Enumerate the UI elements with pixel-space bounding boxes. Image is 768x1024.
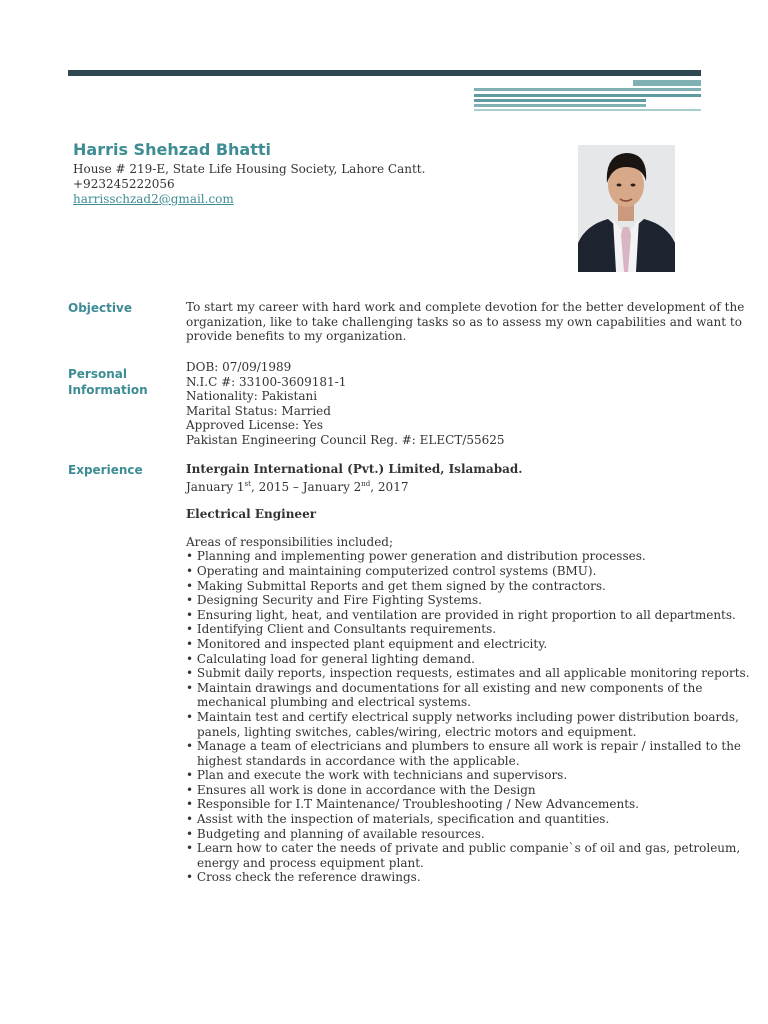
nic: N.I.C #: 33100-3609181-1 (186, 374, 347, 389)
responsibility-item (186, 652, 701, 667)
nationality: Nationality: Pakistani (186, 389, 318, 404)
approved-license: Approved License: Yes (186, 418, 323, 433)
email-link[interactable]: harrisschzad2@gmail.com (73, 192, 234, 206)
responsibility-text-continued: energy and process equipment plant. (197, 855, 424, 870)
job-title: Electrical Engineer (186, 507, 317, 522)
objective-line: organization, like to take challenging tasks so as to assess my own capabilities and want to (186, 314, 742, 329)
responsibility-text-continued: panels, lighting switches, cables/wiring, electric motors and equipment. (197, 724, 637, 739)
responsibility-text: • Responsible for I.T Maintenance/ Troubleshooting / New Advancements. (186, 797, 639, 812)
objective-line: provide benefits to my organization. (186, 329, 407, 344)
responsibility-text: • Cross check the reference drawings. (186, 870, 421, 885)
responsibility-item (186, 827, 701, 842)
personal-info-label (68, 366, 148, 398)
responsibility-text: • Planning and implementing power generation and distribution processes. (186, 549, 646, 564)
phone-number: +923245222056 (73, 177, 175, 191)
responsibility-item (186, 666, 750, 681)
responsibility-text: • Ensures all work is done in accordance with the Design (186, 782, 536, 797)
responsibility-text-continued: highest standards in accordance with the applicable. (197, 753, 520, 768)
responsibility-text: • Maintain test and certify electrical supply networks including power distribution boards, (186, 709, 739, 724)
responsibility-text-continued: mechanical plumbing and electrical systems. (197, 695, 471, 710)
responsibility-item (186, 709, 739, 739)
responsibility-item (186, 783, 701, 798)
profile-photo (578, 145, 675, 272)
responsibilities-intro: Areas of responsibilities included; (186, 534, 394, 549)
responsibility-text: • Ensuring light, heat, and ventilation are provided in right proportion to all departments. (186, 607, 736, 622)
company-name: Intergain International (Pvt.) Limited, Islamabad. (186, 462, 523, 476)
marital-status: Marital Status: Married (186, 403, 331, 418)
responsibility-text: • Plan and execute the work with technicians and supervisors. (186, 768, 568, 783)
header-rule (68, 70, 701, 76)
responsibility-text: • Calculating load for general lighting demand. (186, 651, 475, 666)
responsibility-item (186, 739, 742, 768)
personal-info-block (186, 360, 701, 448)
responsibility-text: • Maintain drawings and documentations for all existing and new components of the (186, 680, 703, 695)
responsibility-text: • Learn how to cater the needs of private and public companie`s of oil and gas, petroleum, (186, 841, 741, 856)
objective-line: To start my career with hard work and complete devotion for the better development of the (186, 300, 745, 314)
responsibility-text: • Manage a team of electricians and plumbers to ensure all work is repair / installed to the (186, 739, 742, 754)
responsibilities-list (186, 549, 750, 885)
responsibility-item (186, 812, 701, 827)
responsibility-item (186, 870, 701, 885)
candidate-name: Harris Shehzad Bhatti (73, 140, 271, 159)
responsibility-text: • Identifying Client and Consultants requirements. (186, 622, 497, 637)
responsibility-text: • Assist with the inspection of materials, specification and quantities. (186, 812, 610, 827)
responsibility-text: • Operating and maintaining computerized control systems (BMU). (186, 563, 597, 578)
address: House # 219-E, State Life Housing Society, Lahore Cantt. (73, 162, 426, 176)
responsibility-text: • Monitored and inspected plant equipment and electricity. (186, 636, 548, 651)
responsibility-item (186, 768, 701, 783)
responsibility-item (186, 593, 701, 608)
responsibility-item (186, 564, 701, 579)
experience-block (186, 462, 750, 885)
objective-text (186, 300, 745, 344)
responsibility-item (186, 622, 701, 637)
responsibility-item (186, 549, 701, 564)
dob: DOB: 07/09/1989 (186, 360, 292, 374)
responsibility-item (186, 579, 701, 594)
objective-label: Objective (68, 301, 132, 315)
responsibility-item (186, 637, 701, 652)
personal-info-label-line: Personal (68, 367, 127, 381)
experience-label: Experience (68, 463, 143, 477)
responsibility-text: • Designing Security and Fire Fighting Systems. (186, 593, 482, 608)
responsibility-item (186, 681, 701, 710)
responsibility-item (186, 797, 701, 812)
header-stripes (474, 80, 701, 112)
responsibility-text: • Budgeting and planning of available resources. (186, 826, 485, 841)
pec-registration: Pakistan Engineering Council Reg. #: ELECT/55625 (186, 432, 505, 447)
responsibility-item (186, 841, 741, 870)
responsibility-text: • Submit daily reports, inspection requests, estimates and all applicable monitoring reports. (186, 666, 750, 681)
responsibility-text: • Making Submittal Reports and get them signed by the contractors. (186, 578, 606, 593)
employment-dates: January 1st, 2015 – January 2nd, 2017 (186, 479, 409, 494)
personal-info-label-line: Information (68, 383, 148, 397)
responsibility-item (186, 607, 736, 623)
